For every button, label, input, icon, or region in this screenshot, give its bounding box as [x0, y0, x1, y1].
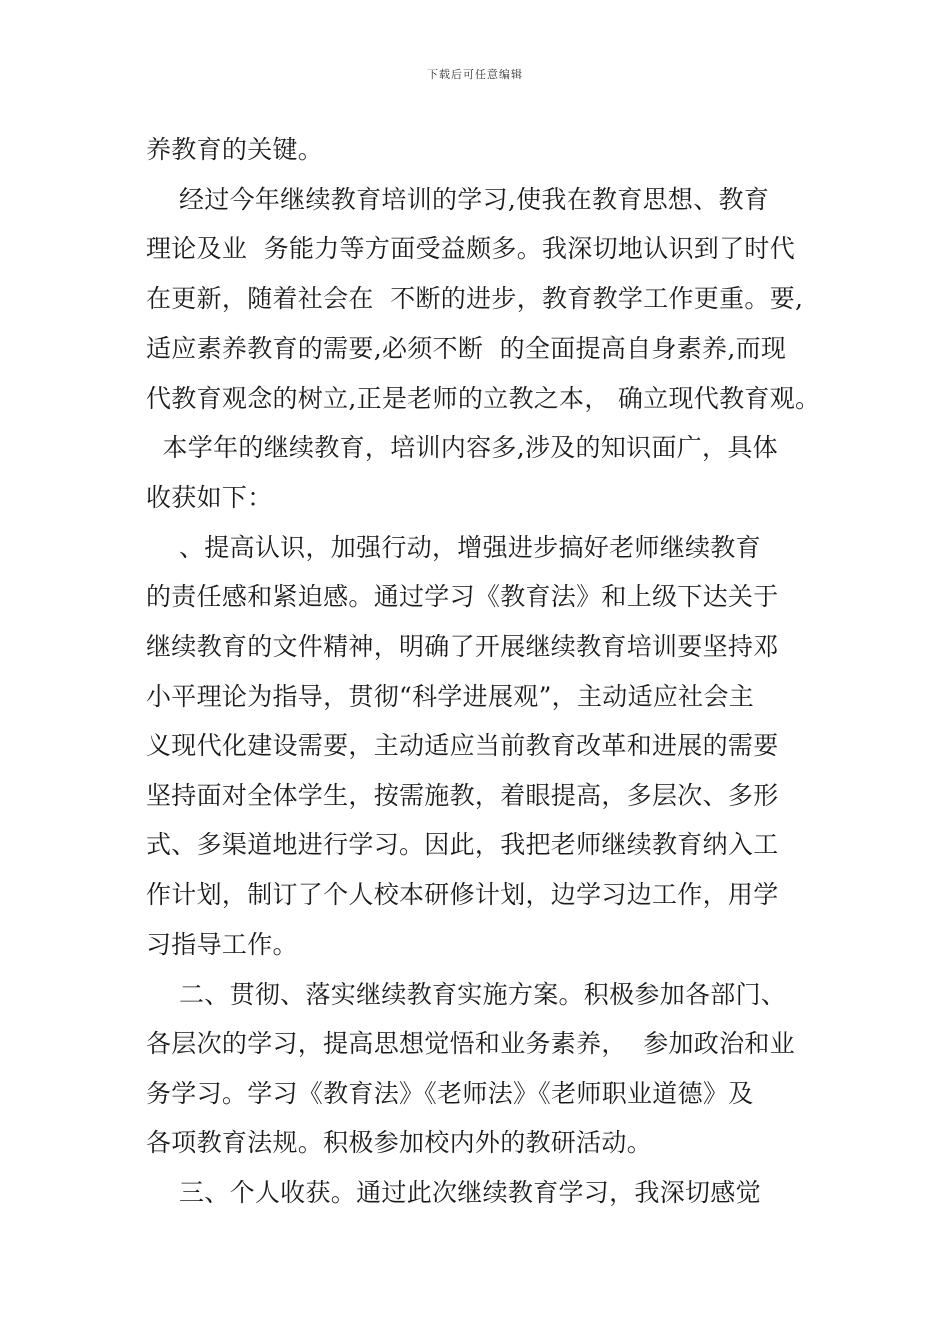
text-line: 义现代化建设需要，主动适应当前教育改革和进展的需要 [146, 731, 779, 760]
text-line: 各层次的学习，提高思想觉悟和业务素养， 参加政治和业 [146, 1029, 795, 1058]
text-line: 式、多渠道地进行学习。因此，我把老师继续教育纳入工 [146, 830, 779, 859]
page-header: 下载后可任意编辑 [427, 68, 523, 81]
text-line: 二、贯彻、落实继续教育实施方案。积极参加各部门、 [146, 980, 787, 1009]
text-line: 适应素养教育的需要,必须不断 的全面提高自身素养,而现 [146, 334, 787, 363]
text-line: 代教育观念的树立,正是老师的立教之本， 确立现代教育观。 [146, 384, 821, 413]
text-line: 经过今年继续教育培训的学习,使我在教育思想、教育 [146, 185, 770, 214]
text-line: 、提高认识，加强行动，增强进步搞好老师继续教育 [146, 533, 761, 562]
text-line: 养教育的关键。 [146, 135, 324, 164]
text-line: 收获如下： [146, 483, 273, 512]
text-line: 习指导工作。 [146, 930, 298, 959]
text-line: 的责任感和紧迫感。通过学习《教育法》和上级下达关于 [146, 582, 779, 611]
text-line: 本学年的继续教育，培训内容多,涉及的知识面广，具体 [146, 433, 778, 462]
text-line: 继续教育的文件精神，明确了开展继续教育培训要坚持邓 [146, 632, 779, 661]
text-line: 小平理论为指导，贯彻“科学进展观”，主动适应社会主 [146, 682, 755, 711]
text-line: 在更新，随着社会在 不断的进步，教育教学工作更重。要, [146, 284, 804, 313]
text-line: 三、个人收获。通过此次继续教育学习，我深切感觉 [146, 1178, 761, 1207]
text-line: 务学习。学习《教育法》《老师法》《老师职业道德》及 [146, 1079, 754, 1108]
text-line: 各项教育法规。积极参加校内外的教研活动。 [146, 1128, 653, 1157]
text-line: 坚持面对全体学生，按需施教，着眼提高，多层次、多形 [146, 781, 779, 810]
text-line: 作计划，制订了个人校本研修计划，边学习边工作，用学 [146, 880, 779, 909]
text-line: 理论及业 务能力等方面受益颇多。我深切地认识到了时代 [146, 234, 795, 263]
